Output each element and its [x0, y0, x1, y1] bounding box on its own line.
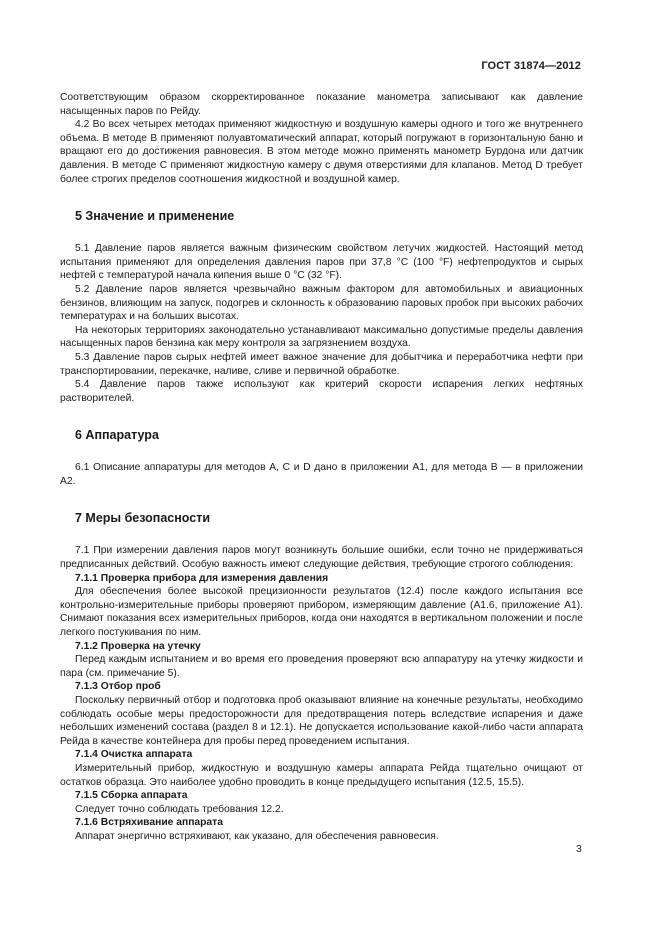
section-5-paragraph: 5.4 Давление паров также используют как критерий скорости испарения легких нефтяных растворителей.	[60, 379, 583, 404]
subsection-text: Аппарат энергично встряхивают, как указано, для обеспечения равновесия.	[75, 830, 439, 842]
subsection-text: Перед каждым испытанием и во время его проведения проверяют всю аппаратуру на утечку жидкости и пара (см. примечание 5).	[60, 654, 583, 679]
section-5-paragraph: 5.3 Давление паров сырых нефтей имеет важное значение для добытчика и переработчика нефти при транспортировании, перекачке, наливе, сливе и первичной обработке.	[60, 351, 583, 377]
section-5-paragraph: 5.1 Давление паров является важным физическим свойством летучих жидкостей. Настоящий метод испытания применяют для определения давления паров при 37,8 °С (100 °F) нефтепродуктов и сырых нефтей с температурой начала кипения выше 0 °С (32 °F).	[60, 243, 583, 282]
subsection-text: Для обеспечения более высокой прецизионности результатов (12.4) после каждого испытания все контрольно-измерительные приборы проверяют прибором, измеряющим давление (А1.6, приложение А1). Снимают показания всех измерительных приборов, когда они находятся в вертикальном положении и после легкого постукивания по ним.	[60, 586, 583, 639]
section-7-intro: 7.1 При измерении давления паров могут возникнуть большие ошибки, если точно не придерживаться предписанных действий. Особую важность имеют следующие действия, требующие строгого соблюдения:	[60, 545, 583, 571]
page-number: 3	[576, 843, 582, 855]
subsection-heading: 7.1.1 Проверка прибора для измерения давления	[75, 572, 329, 584]
intro-paragraph-1: Соответствующим образом скорректированное показание манометра записывают как давление насыщенных паров по Рейду.	[60, 92, 583, 117]
subsection-heading: 7.1.5 Сборка аппарата	[75, 790, 188, 802]
section-5-paragraph: На некоторых территориях законодательно устанавливают максимально допустимые пределы давления насыщенных паров бензина как меру контроля за загрязнением воздуха.	[60, 324, 583, 350]
section-6-title: 6 Аппаратура	[75, 428, 159, 443]
document-code: ГОСТ 31874—2012	[481, 60, 581, 72]
intro-paragraph-2: 4.2 Во всех четырех методах применяют жидкостную и воздушную камеры одного и того же внутреннего объема. В методе В применяют полуавтоматический аппарат, который погружают в горизонтальную баню и вращают его до достижения равновесия. В этом методе можно применять манометр Бурдона или датчик давления. В методе С применяют жидкостную камеру с двумя отверстиями для клапанов. Метод D требует более строгих пределов соотношения жидкостной и воздушной камер.	[60, 119, 583, 185]
subsection-text: Поскольку первичный отбор и подготовка проб оказывают влияние на конечные результаты, необходимо соблюдать особые меры предосторожности для предотвращения потерь вследствие испарения и даже небольших изменений состава (раздел 8 и 12.1). Не допускается использование какой-либо части аппарата Рейда в качестве контейнера для пробы перед проведением испытания.	[60, 695, 583, 747]
subsection-text: Измерительный прибор, жидкостную и воздушную камеры аппарата Рейда тщательно очищают от остатков образца. Это наиболее удобно проводить в конце предыдущего испытания (12.5, 15.5).	[60, 762, 583, 788]
subsection-heading: 7.1.2 Проверка на утечку	[75, 640, 201, 652]
section-6-paragraph: 6.1 Описание аппаратуры для методов А, С и D дано в приложении А1, для метода В — в приложении А2.	[60, 462, 583, 487]
section-5-title: 5 Значение и применение	[75, 209, 235, 224]
section-7-title: 7 Меры безопасности	[75, 511, 211, 526]
subsection-text: Следует точно соблюдать требования 12.2.	[75, 803, 284, 815]
subsection-heading: 7.1.6 Встряхивание аппарата	[75, 817, 223, 829]
page-content	[60, 91, 583, 844]
subsection-heading: 7.1.4 Очистка аппарата	[75, 749, 193, 761]
section-5-paragraph: 5.2 Давление паров является чрезвычайно важным фактором для автомобильных и авиационных бензинов, влияющим на запуск, подогрев и склонность к образованию паровых пробок при высоких рабочих температурах и на больших высотах.	[60, 283, 583, 323]
subsection-heading: 7.1.3 Отбор проб	[75, 681, 161, 693]
